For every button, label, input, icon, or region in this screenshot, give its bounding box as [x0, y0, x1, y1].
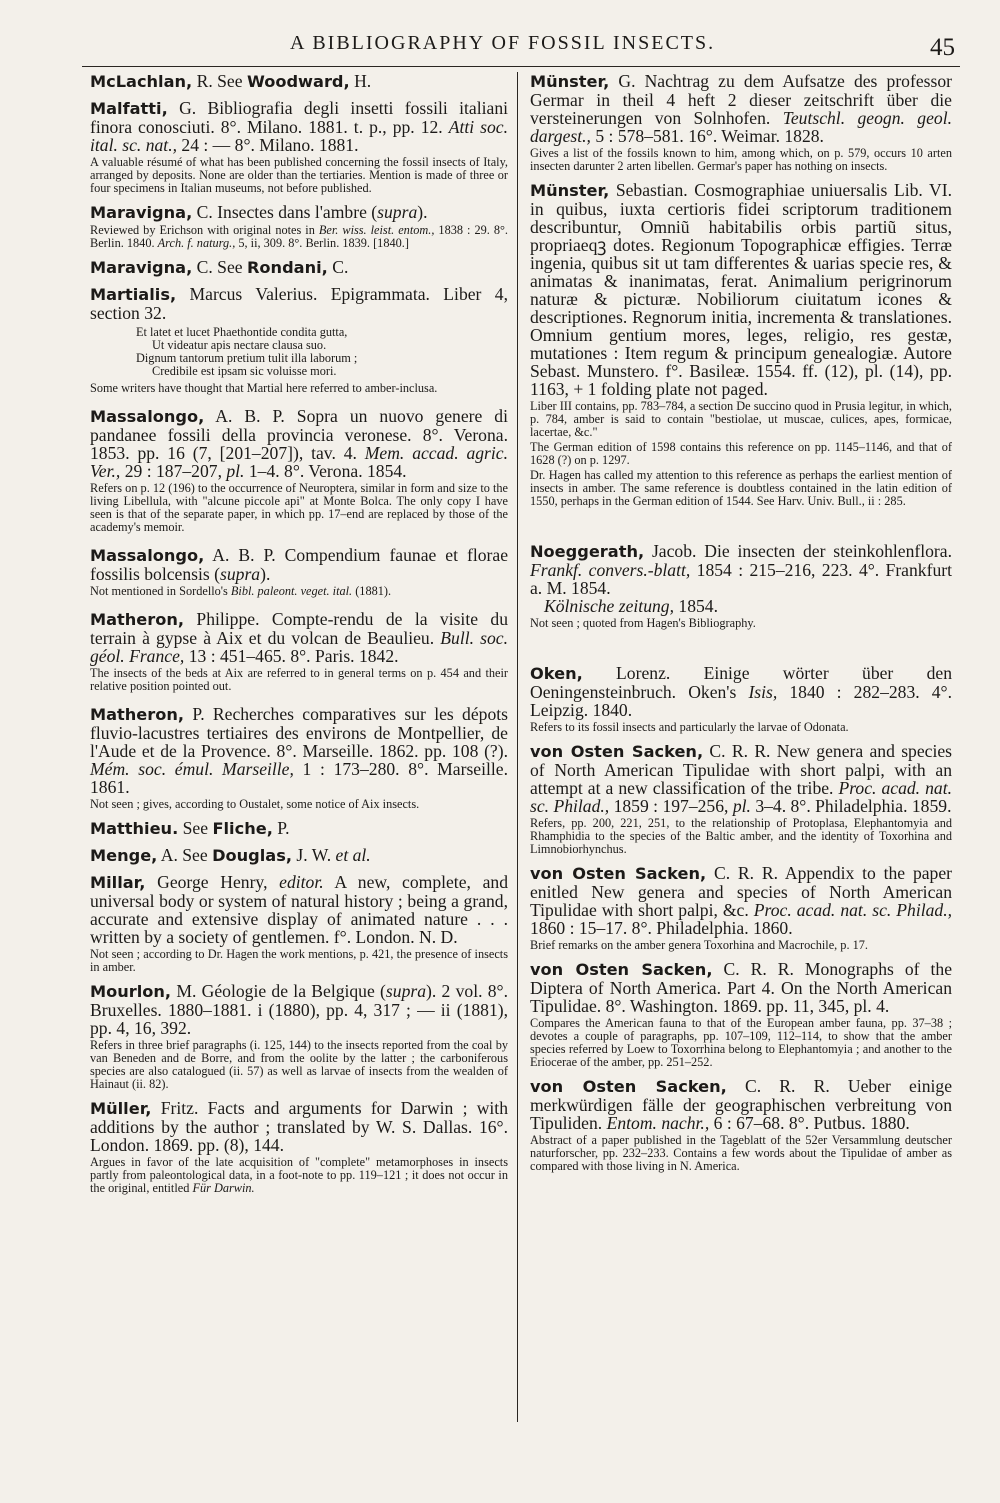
column-divider [517, 72, 518, 1422]
author-name: Matthieu. [90, 819, 179, 838]
entry-osten-sacken-4 [530, 1077, 952, 1173]
entry-heading: Oken, Lorenz. Einige wörter über den Oeningensteinbruch. Oken's Isis, 1840 : 282–283. 4°. Leipzig. 1840. [530, 663, 952, 720]
running-title: A BIBLIOGRAPHY OF FOSSIL INSECTS. [290, 32, 716, 54]
entry-menge [90, 846, 508, 865]
page-number: 45 [930, 34, 955, 61]
entry-heading: Maravigna, C. Insectes dans l'ambre (supra). [90, 202, 428, 222]
entry-noeggerath [530, 542, 952, 630]
author-name: Matheron, [90, 610, 185, 629]
entry-matheron-2 [90, 705, 508, 811]
author-name: Maravigna, [90, 203, 193, 222]
entry-martialis [90, 285, 508, 395]
author-name: Malfatti, [90, 99, 168, 118]
verse-line: Ut videatur apis nectare clausa suo. [152, 338, 327, 352]
journal-title: Isis, [748, 682, 778, 702]
entry-heading: McLachlan, R. See Woodward, H. [90, 71, 372, 91]
entry-massalongo-2 [90, 546, 508, 598]
author-name: Oken, [530, 664, 583, 683]
entry-massalongo-1 [90, 407, 508, 534]
entry-note: The German edition of 1598 contains this reference on pp. 1145–1146, and that of 1628 (?) on p. 1297. [530, 440, 952, 467]
journal-title: Proc. acad. nat. sc. Philad., [530, 778, 952, 816]
author-name: von Osten Sacken, [530, 864, 707, 883]
entry-heading: von Osten Sacken, C. R. R. New genera and species of North American Tipulidae with short palpi, with an attempt at a new classification of the tribe. Proc. acad. nat. sc. Philad., 1859 : 197–256, pl. 3–4. 8°. Philadelphia. 1859. [530, 741, 953, 816]
journal-title: Mém. soc. émul. Marseille, [90, 759, 294, 779]
author-name: Menge, [90, 846, 158, 865]
entry-note: Liber III contains, pp. 783–784, a section De succino quod in Prusia legitur, in which, p. 784, amber is said to contain "bestiolae, ut muscae, culices, apes, formicae, lacertae, &c." [530, 399, 952, 439]
entry-heading: Münster, G. Nachtrag zu dem Aufsatze des professor Germar in theil 4 heft 2 dieser zeitschrift über die versteinerungen von Solnhofen. Teutschl. geogn. geol. dargest., 5 : 578–581. 16°. Weimar. 1828. [530, 71, 952, 146]
entry-matthieu [90, 819, 508, 838]
entry-heading: Millar, George Henry, editor. A new, complete, and universal body or system of natural history ; being a grand, accurate and extensive display of animated nature . . . written by a society of gentlemen. f°. London. N. D. [90, 872, 508, 947]
entry-heading: von Osten Sacken, C. R. R. Appendix to the paper enitled New genera and species of North American Tipulidae with short palpi, &c. Proc. acad. nat. sc. Philad., 1860 : 15–17. 8°. Philadelphia. 1860. [530, 863, 953, 938]
entry-note: Argues in favor of the late acquisition of "complete" metamorphoses in insects partly from paleontological data, in a foot-note to pp. 119–121 ; it does not occur in the original, entitled Für Darwin. [90, 1155, 508, 1195]
cross-reference: Douglas, [212, 846, 292, 865]
entry-heading: Müller, Fritz. Facts and arguments for Darwin ; with additions by the author ; translated by W. S. Dallas. 16°. London. 1869. pp. (8), 144. [90, 1098, 508, 1155]
verse-line: Dignum tantorum pretium tulit illa laborum ; [136, 351, 358, 365]
verse-line: Credibile est ipsam sic voluisse mori. [152, 364, 337, 378]
entry-osten-sacken-3 [530, 960, 952, 1069]
entry-note: Reviewed by Erichson with original notes in Ber. wiss. leist. entom., 1838 : 29. 8°. Berlin. 1840. Arch. f. naturg., 5, ii, 309. 8°. Berlin. 1839. [1840.] [90, 223, 508, 250]
entry-note: Compares the American fauna to that of the European amber fauna, pp. 37–38 ; devotes a couple of paragraphs, pp. 107–109, 112–114, to show that the amber species referred by Loew to Toxorrhina belong to Elephantomyia ; and another to the Eriocerae of the amber, pp. 251–252. [530, 1016, 952, 1069]
header-rule [82, 66, 960, 67]
entry-heading: von Osten Sacken, C. R. R. Ueber einige merkwürdigen fälle der geographischen verbreitung von Tipuliden. Entom. nachr., 6 : 67–68. 8°. Putbus. 1880. [530, 1076, 953, 1133]
entry-heading: Massalongo, A. B. P. Compendium faunae et florae fossilis bolcensis (supra). [90, 545, 508, 584]
author-name: von Osten Sacken, [530, 960, 713, 979]
entry-heading: Menge, A. See Douglas, J. W. et al. [90, 845, 371, 865]
entry-millar [90, 873, 508, 974]
entry-osten-sacken-1 [530, 742, 952, 856]
author-name: Massalongo, [90, 407, 205, 426]
entry-munster-s [530, 181, 952, 508]
entry-note: Not mentioned in Sordello's Bibl. paleont. veget. ital. (1881). [90, 584, 392, 598]
right-column [530, 72, 952, 1173]
entry-heading: von Osten Sacken, C. R. R. Monographs of the Diptera of North America. Part 4. On the North American Tipulidae. 8°. Washington. 1869. pp. 11, 345, pl. 4. [530, 959, 952, 1016]
entry-heading: Malfatti, G. Bibliografia degli insetti fossili italiani finora conosciuti. 8°. Milano. 1881. t. p., pp. 12. Atti soc. ital. sc. nat., 24 : — 8°. Milano. 1881. [90, 98, 508, 155]
entry-heading: Matheron, Philippe. Compte-rendu de la visite du terrain à gypse à Aix et du volcan de Beaulieu. Bull. soc. géol. France, 13 : 451–465. 8°. Paris. 1842. [90, 609, 509, 666]
author-name: Martialis, [90, 285, 177, 304]
entry-heading: Massalongo, A. B. P. Sopra un nuovo genere di pandanee fossili della provincia veronese. 8°. Verona. 1853. pp. 16 (7, [201–207]), tav. 4. Mem. accad. agric. Ver., 29 : 187–207, pl. 1–4. 8°. Verona. 1854. [90, 406, 509, 481]
journal-title: Atti soc. ital. sc. nat., [90, 117, 508, 155]
entry-note: The insects of the beds at Aix are referred to in general terms on p. 454 and their relative position pointed out. [90, 666, 508, 693]
entry-heading: Noeggerath, Jacob. Die insecten der steinkohlenflora. Frankf. convers.-blatt, 1854 : 215–216, 223. 4°. Frankfurt a. M. 1854. Kölnische zeitung, 1854. [530, 541, 952, 616]
entry-note: Not seen ; quoted from Hagen's Bibliography. [530, 616, 756, 630]
author-name: von Osten Sacken, [530, 1077, 727, 1096]
journal-title: Entom. nachr., [606, 1113, 710, 1133]
verse-quotation [136, 326, 508, 378]
entry-heading: Matheron, P. Recherches comparatives sur les dépots fluvio-lacustres tertiaires des environs de Montpellier, de l'Aude et de la Provence. 8°. Marseille. 1862. pp. 108 (?). Mém. soc. émul. Marseille, 1 : 173–280. 8°. Marseille. 1861. [90, 704, 508, 797]
cross-reference: Rondani, [246, 258, 328, 277]
cross-reference: Fliche, [212, 819, 273, 838]
author-name: von Osten Sacken, [530, 742, 704, 761]
entry-note: Refers to its fossil insects and particularly the larvae of Odonata. [530, 720, 849, 734]
entry-note: Refers, pp. 200, 221, 251, to the relationship of Protoplasa, Elephantomyia and Rhamphidia to the species of the Baltic amber, and the identity of Toxorhina and Limnobiorhynchus. [530, 816, 952, 856]
entry-maravigna-1 [90, 203, 508, 250]
entry-note: Not seen ; according to Dr. Hagen the work mentions, p. 421, the presence of insects in amber. [90, 947, 508, 974]
entry-note: Gives a list of the fossils known to him, among which, on p. 579, occurs 10 arten insecten darunter 2 arten libellen. Germar's paper has nothing on insects. [530, 146, 952, 173]
author-name: Müller, [90, 1099, 152, 1118]
journal-title: Frankf. convers.-blatt, [530, 560, 691, 580]
author-name: Maravigna, [90, 258, 193, 277]
entry-mourlon [90, 982, 508, 1091]
author-name: McLachlan, [90, 72, 193, 91]
entry-heading: Münster, Sebastian. Cosmographiae uniuersalis Lib. VI. in quibus, iuxta certioris fidei scriptorum traditionem describuntur, Omniũ habitabilis orbis partiũ situs, propriaeqꝫ dotes. Regionum Topographicæ effigies. Terræ ingenia, quibus sit ut tam differentes & uarias specie res, & animatas & inanimatas, ferat. Animalium perigrinorum naturæ & picturæ. Nobiliorum ciuitatum icones & descriptiones. Regnorum initia, incrementa & translationes. Omnium gentium mores, leges, religio, res gestæ, mutationes : Item regum & principum genealogiæ. Autore Sebast. Munstero. f°. Basileæ. 1554. ff. (12), pl. (14), pp. 1163, + 1 folding plate not paged. [530, 180, 952, 399]
left-column [90, 72, 508, 1195]
entry-maravigna-2 [90, 258, 508, 277]
author-name: Millar, [90, 873, 146, 892]
author-name: Matheron, [90, 705, 185, 724]
entry-note: Refers on p. 12 (196) to the occurrence of Neuroptera, similar in form and size to the living Libellula, with "alcune piccole api" at Monte Bolca. The only copy I have seen is that of the separate paper, in which pp. 17–end are replaced by those of the academy's memoir. [90, 481, 508, 534]
entry-osten-sacken-2 [530, 864, 952, 952]
entry-heading: Matthieu. See Fliche, P. [90, 818, 290, 838]
entry-note: Abstract of a paper published in the Tageblatt of the 52er Versammlung deutscher naturforscher, pp. 232–233. Contains a few words about the Tipulidae of amber as compared with those living in N. America. [530, 1133, 952, 1173]
entry-heading: Mourlon, M. Géologie de la Belgique (supra). 2 vol. 8°. Bruxelles. 1880–1881. i (1880), pp. 4, 317 ; — ii (1881), pp. 4, 16, 392. [90, 981, 508, 1038]
entry-munster-g [530, 72, 952, 173]
entry-heading: Maravigna, C. See Rondani, C. [90, 257, 349, 277]
author-name: Münster, [530, 181, 610, 200]
journal-title: Teutschl. geogn. geol. dargest., [530, 108, 952, 146]
author-name: Massalongo, [90, 546, 205, 565]
journal-title: Mem. accad. agric. Ver., [90, 443, 509, 481]
cross-reference: Woodward, [246, 72, 350, 91]
author-name: Mourlon, [90, 982, 172, 1001]
entry-mclachlan [90, 72, 508, 91]
journal-title: Kölnische zeitung, [544, 596, 674, 616]
entry-note: Not seen ; gives, according to Oustalet, some notice of Aix insects. [90, 797, 420, 811]
running-head [0, 32, 1000, 62]
entry-oken [530, 664, 952, 734]
journal-title: Bull. soc. géol. France, [90, 628, 509, 666]
author-name: Münster, [530, 72, 610, 91]
entry-note: Dr. Hagen has called my attention to this reference as perhaps the earliest mention of insects in amber. The same reference is doubtless contained in the latin edition of 1550, perhaps in the German edition of 1544. See Harv. Univ. Bull., ii : 285. [530, 468, 952, 508]
author-name: Noeggerath, [530, 542, 645, 561]
entry-note: Brief remarks on the amber genera Toxorhina and Macrochile, p. 17. [530, 938, 868, 952]
entry-matheron-1 [90, 610, 508, 693]
verse-line: Et latet et lucet Phaethontide condita gutta, [136, 325, 348, 339]
journal-title: Proc. acad. nat. sc. Philad., [753, 900, 952, 920]
entry-note: Refers in three brief paragraphs (i. 125, 144) to the insects reported from the coal by van Beneden and de Borre, and from the oolite by the latter ; the carboniferous species are also catalogued (ii. 57) as well as larvae of insects from the wealden of Hainaut (ii. 82). [90, 1038, 508, 1091]
entry-muller [90, 1099, 508, 1195]
entry-note: Some writers have thought that Martial here referred to amber-inclusa. [90, 381, 438, 395]
entry-heading: Martialis, Marcus Valerius. Epigrammata. Liber 4, section 32. [90, 284, 508, 323]
entry-malfatti [90, 99, 508, 195]
entry-note: A valuable résumé of what has been published concerning the fossil insects of Italy, arranged by deposits. None are older than the tertiaries. Mention is made of three or four specimens in Italian museums, not before published. [90, 155, 508, 195]
